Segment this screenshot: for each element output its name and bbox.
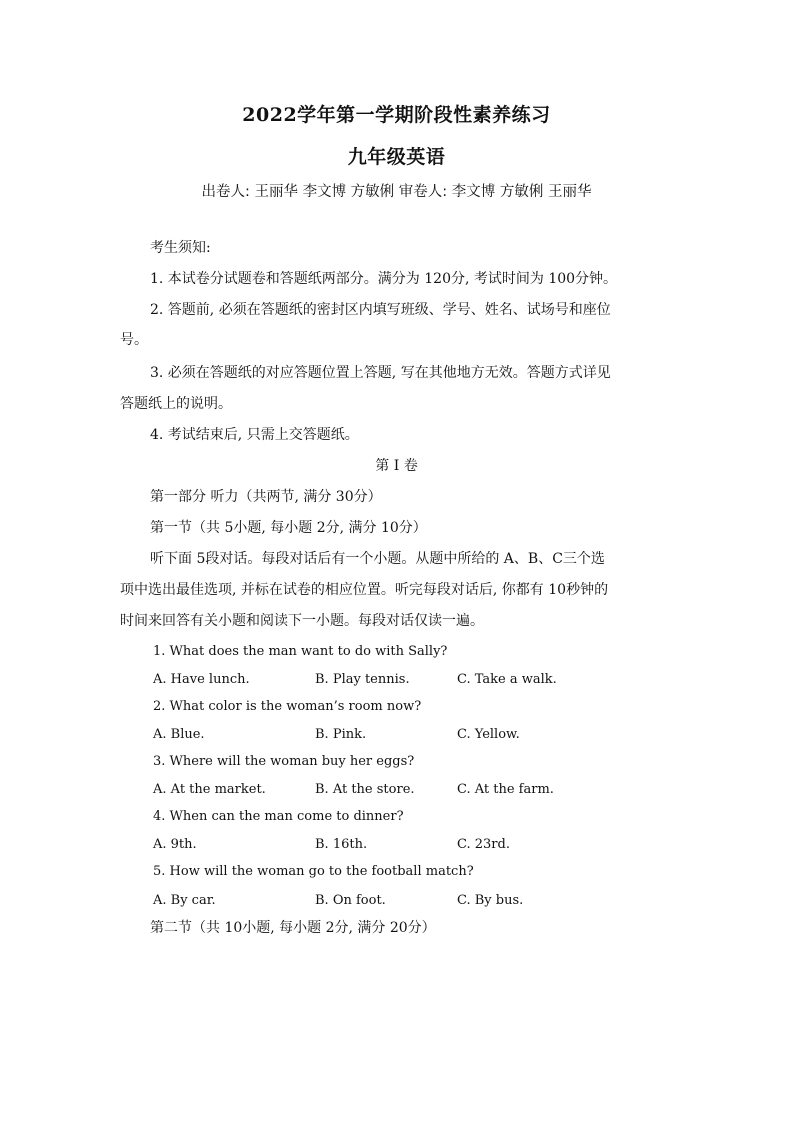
question-5-option-a: A. By car. <box>153 893 216 908</box>
part1-heading: 第一部分 听力（共两节, 满分 30分） <box>150 489 382 505</box>
notice-heading: 考生须知: <box>150 240 211 256</box>
volume-heading: 第 I 卷 <box>375 458 418 474</box>
question-4-option-b: B. 16th. <box>315 837 368 852</box>
instructions-line-1: 听下面 5段对话。每段对话后有一个小题。从题中所给的 A、B、C三个选 <box>150 551 605 567</box>
question-5-option-c: C. By bus. <box>457 893 524 908</box>
question-1-option-a: A. Have lunch. <box>153 672 250 687</box>
question-4: 4. When can the man come to dinner? <box>153 809 404 824</box>
question-5: 5. How will the woman go to the football match? <box>153 864 474 879</box>
section2-heading: 第二节（共 10小题, 每小题 2分, 满分 20分） <box>150 920 436 936</box>
exam-subtitle: 九年级英语 <box>347 146 446 168</box>
notice-item-2-line-1: 2. 答题前, 必须在答题纸的密封区内填写班级、学号、姓名、试场号和座位 <box>150 302 611 318</box>
question-3: 3. Where will the woman buy her eggs? <box>153 754 415 769</box>
exam-authors: 出卷人: 王丽华 李文博 方敏俐 审卷人: 李文博 方敏俐 王丽华 <box>201 184 592 200</box>
question-1-option-b: B. Play tennis. <box>315 672 410 687</box>
question-1: 1. What does the man want to do with Sally? <box>153 644 448 659</box>
question-2-option-c: C. Yellow. <box>457 727 520 742</box>
question-2-option-a: A. Blue. <box>153 727 205 742</box>
question-2-option-b: B. Pink. <box>315 727 367 742</box>
notice-item-4: 4. 考试结束后, 只需上交答题纸。 <box>150 427 359 443</box>
question-2: 2. What color is the woman’s room now? <box>153 699 422 714</box>
question-5-option-b: B. On foot. <box>315 893 386 908</box>
question-1-option-c: C. Take a walk. <box>457 672 557 687</box>
notice-item-3-line-1: 3. 必须在答题纸的对应答题位置上答题, 写在其他地方无效。答题方式详见 <box>150 365 611 381</box>
notice-item-1: 1. 本试卷分试题卷和答题纸两部分。满分为 120分, 考试时间为 100分钟。 <box>150 271 618 287</box>
exam-title: 2022学年第一学期阶段性素养练习 <box>242 104 551 126</box>
section1-heading: 第一节（共 5小题, 每小题 2分, 满分 10分） <box>150 520 427 536</box>
instructions-line-2: 项中选出最佳选项, 并标在试卷的相应位置。听完每段对话后, 你都有 10秒钟的 <box>120 582 609 598</box>
question-3-option-c: C. At the farm. <box>457 782 554 797</box>
question-3-option-b: B. At the store. <box>315 782 415 797</box>
notice-item-3-line-2: 答题纸上的说明。 <box>120 396 232 412</box>
question-4-option-a: A. 9th. <box>153 837 197 852</box>
notice-item-2-line-2: 号。 <box>120 332 148 348</box>
question-4-option-c: C. 23rd. <box>457 837 510 852</box>
question-3-option-a: A. At the market. <box>153 782 266 797</box>
instructions-line-3: 时间来回答有关小题和阅读下一小题。每段对话仅读一遍。 <box>120 613 484 629</box>
